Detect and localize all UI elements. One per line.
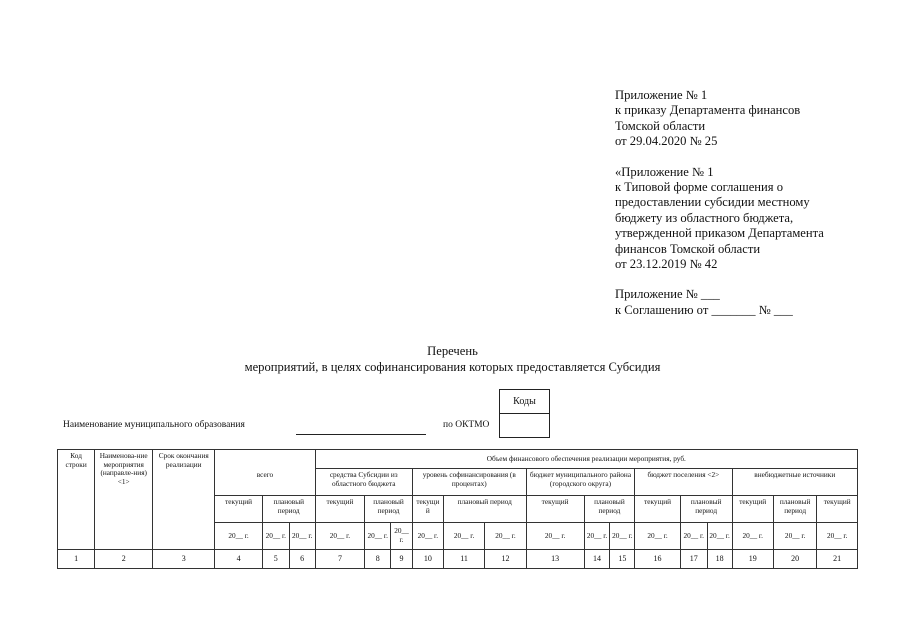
- column-number: 9: [391, 550, 413, 569]
- column-number: 20: [773, 550, 816, 569]
- sub-planned-period: плановый период: [584, 496, 635, 523]
- group-subsidy: средства Субсидии из областного бюджета: [315, 469, 412, 496]
- sub-planned-period: плановый период: [773, 496, 816, 523]
- column-number: 13: [526, 550, 584, 569]
- appendix-line: Томской области: [615, 118, 706, 133]
- appendix-line: предоставлении субсидии местному: [615, 195, 810, 210]
- column-number: 8: [365, 550, 391, 569]
- col-deadline: Срок окончания реализации: [153, 450, 215, 550]
- sub-planned-period: плановый период: [680, 496, 732, 523]
- year-cell: 20__ г.: [526, 523, 584, 550]
- column-number: 21: [817, 550, 858, 569]
- year-cell: 20__ г.: [443, 523, 484, 550]
- sub-current: текущий: [215, 496, 263, 523]
- appendix-line: бюджету из областного бюджета,: [615, 210, 794, 225]
- appendix-line: к Соглашению от _______ № ___: [615, 302, 793, 317]
- appendix-line: от 23.12.2019 № 42: [615, 257, 718, 272]
- column-number: 18: [707, 550, 732, 569]
- sub-planned-period: плановый период: [365, 496, 413, 523]
- column-number: 19: [732, 550, 773, 569]
- year-cell: 20__ г.: [707, 523, 732, 550]
- document-title: Перечень: [427, 344, 478, 358]
- sub-planned-period: плановый период: [443, 496, 526, 523]
- col-row-code: Код строки: [58, 450, 95, 550]
- column-number: 2: [95, 550, 153, 569]
- sub-current: текущий: [732, 496, 773, 523]
- column-number: 11: [443, 550, 484, 569]
- year-cell: 20__ г.: [732, 523, 773, 550]
- year-cell: 20__ г.: [365, 523, 391, 550]
- appendix-header: [615, 88, 900, 318]
- column-number: 14: [584, 550, 610, 569]
- group-total: всего: [215, 469, 315, 496]
- appendix-line: утвержденной приказом Департамента: [615, 226, 824, 241]
- column-number: 16: [635, 550, 681, 569]
- year-cell: 20__ г.: [610, 523, 635, 550]
- appendix-line: «Приложение № 1: [615, 164, 714, 179]
- municipality-label: Наименование муниципального образования: [63, 420, 245, 430]
- appendix-line: Приложение № ___: [615, 287, 720, 302]
- column-number: 6: [289, 550, 315, 569]
- column-number: 10: [412, 550, 443, 569]
- year-cell: 20__ г.: [315, 523, 365, 550]
- activities-table: [57, 449, 858, 569]
- col-activity-name: Наименова-ние мероприятия (направле-ния) <1>: [95, 450, 153, 550]
- year-cell: 20__ г.: [773, 523, 816, 550]
- column-number: 5: [262, 550, 289, 569]
- codes-label: Коды: [500, 390, 549, 414]
- financing-spacer: [215, 450, 315, 469]
- year-cell: 20__ г.: [584, 523, 610, 550]
- column-number: 17: [680, 550, 707, 569]
- group-settlement-budget: бюджет поселения <2>: [635, 469, 732, 496]
- appendix-agreement-ref: [615, 287, 900, 318]
- document-subtitle: мероприятий, в целях софинансирования которых предоставляется Субсидия: [244, 360, 661, 374]
- group-municipal-budget: бюджет муниципального района (городского округа): [526, 469, 635, 496]
- sub-current: текущий: [526, 496, 584, 523]
- year-cell: 20__ г.: [391, 523, 413, 550]
- column-number: 12: [485, 550, 526, 569]
- year-cell: 20__ г.: [485, 523, 526, 550]
- sub-current: текущи й: [412, 496, 443, 523]
- column-number: 1: [58, 550, 95, 569]
- codes-box: [499, 389, 550, 438]
- financing-header: Объем финансового обеспечения реализации мероприятия, руб.: [315, 450, 857, 469]
- appendix-line: финансов Томской области: [615, 241, 761, 256]
- appendix-order-ref: [615, 88, 900, 150]
- column-number: 15: [610, 550, 635, 569]
- sub-current: текущий: [635, 496, 681, 523]
- appendix-line: от 29.04.2020 № 25: [615, 134, 718, 149]
- appendix-line: Приложение № 1: [615, 88, 708, 102]
- year-cell: 20__ г.: [215, 523, 263, 550]
- year-cell: 20__ г.: [412, 523, 443, 550]
- year-cell: 20__ г.: [817, 523, 858, 550]
- column-number: 3: [153, 550, 215, 569]
- year-cell: 20__ г.: [680, 523, 707, 550]
- sub-planned-period: плановый период: [262, 496, 315, 523]
- appendix-line: к приказу Департамента финансов: [615, 103, 801, 118]
- sub-current: текущий: [315, 496, 365, 523]
- appendix-form-ref: [615, 165, 900, 273]
- year-cell: 20__ г.: [262, 523, 289, 550]
- group-extrabudget: внебюджетные источники: [732, 469, 857, 496]
- group-cofin-level: уровень софинансирования (в процентах): [412, 469, 526, 496]
- year-cell: 20__ г.: [289, 523, 315, 550]
- column-number: 7: [315, 550, 365, 569]
- sub-current: текущий: [817, 496, 858, 523]
- column-number: 4: [215, 550, 263, 569]
- municipality-field[interactable]: [296, 434, 426, 435]
- appendix-line: к Типовой форме соглашения о: [615, 180, 784, 195]
- oktmo-label: по ОКТМО: [443, 420, 490, 430]
- column-numbers-row: [58, 550, 858, 569]
- year-cell: 20__ г.: [635, 523, 681, 550]
